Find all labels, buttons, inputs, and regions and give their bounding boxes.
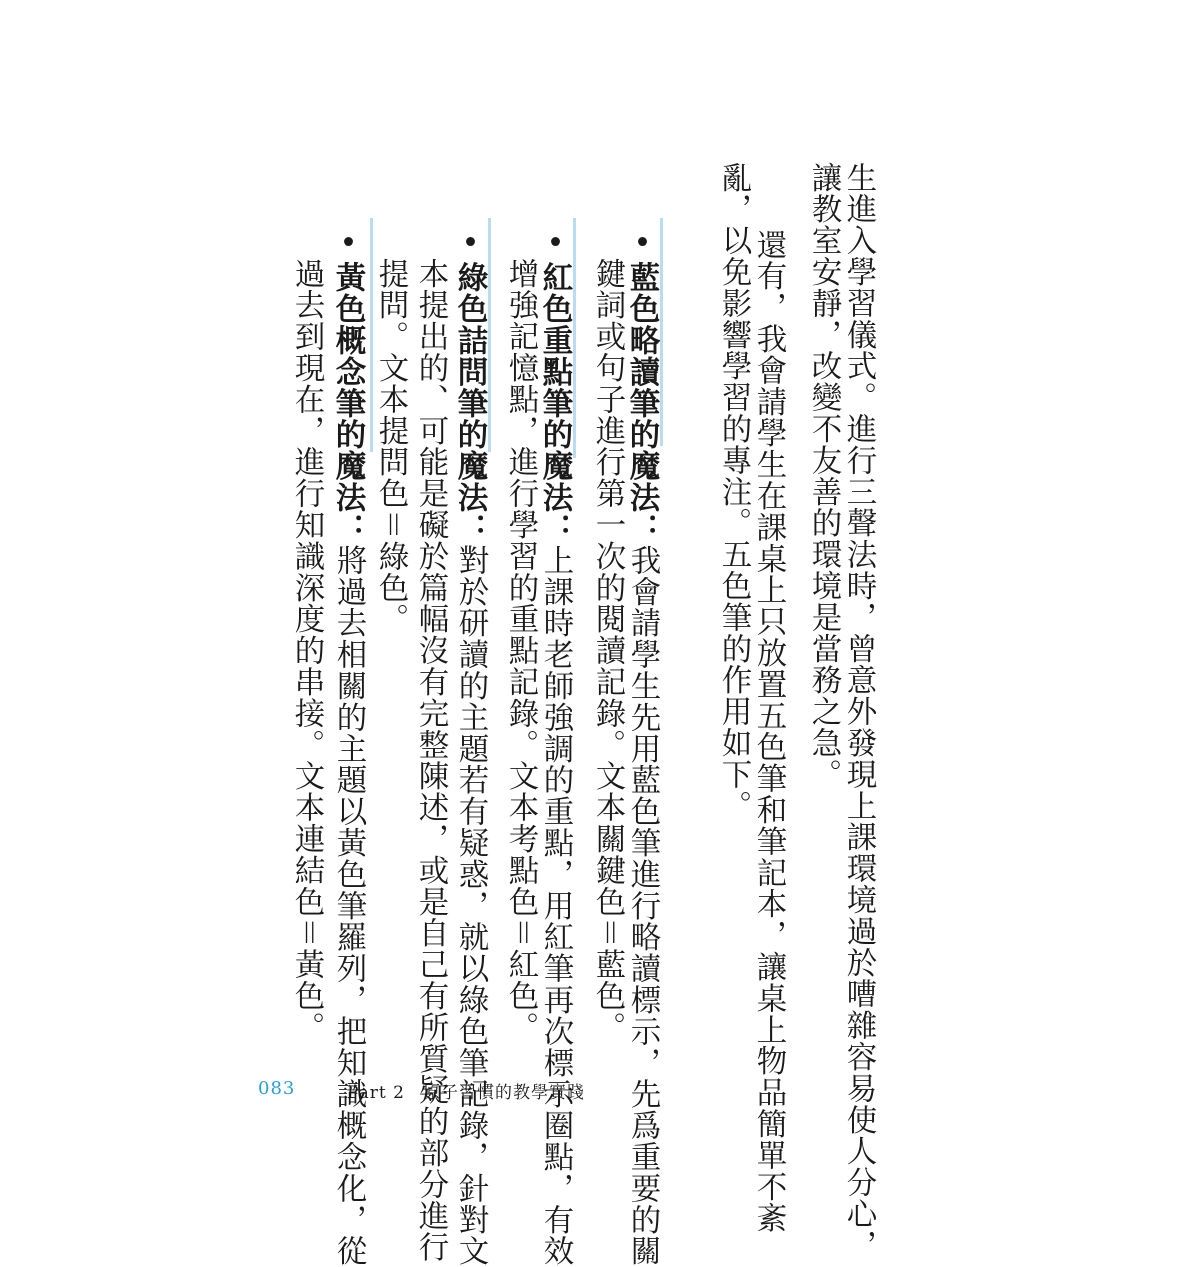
pen-item-blue bbox=[624, 226, 660, 1267]
bullet-icon: • bbox=[453, 226, 488, 262]
body-line: 還有，我會請學生在課桌上只放置五色筆和筆記本，讓桌上物品簡單不紊 bbox=[751, 229, 786, 1234]
pen-item-yellow bbox=[330, 226, 366, 1267]
bullet-icon: • bbox=[331, 226, 366, 262]
pen-text-line: 鍵詞或句子進行第一次的閱讀記錄。文本關鍵色＝藍色。 bbox=[590, 258, 625, 1043]
page-number: 083 bbox=[258, 1078, 296, 1099]
body-line: 生進入學習儀式。進行三聲法時，曾意外發現上課環境過於嘈雜容易使人分心， bbox=[841, 162, 876, 1261]
pen-text-line: 本提出的、可能是礙於篇幅沒有完整陳述，或是自己有所質疑的部分進行 bbox=[413, 258, 448, 1263]
pen-text-line: 過去到現在，進行知識深度的串接。文本連結色＝黃色。 bbox=[289, 258, 324, 1043]
bullet-icon: • bbox=[538, 226, 573, 262]
body-line: 亂，以免影響學習的專注。五色筆的作用如下。 bbox=[716, 162, 751, 822]
pen-text: 我會請學生先用藍色筆進行略讀標示，先爲重要的關 bbox=[625, 544, 660, 1267]
bullet-icon: • bbox=[625, 226, 660, 262]
pen-heading: 綠色詰問筆的魔法： bbox=[452, 261, 488, 545]
accent-rule bbox=[573, 218, 576, 458]
accent-rule bbox=[488, 218, 491, 452]
pen-text: 對於研讀的主題若有疑惑，就以綠色筆記錄，針對文 bbox=[453, 544, 488, 1267]
pen-text: 上課時老師強調的重點，用紅筆再次標示圈點，有效 bbox=[538, 544, 573, 1267]
body-line: 讓教室安靜，改變不友善的環境是當務之急。 bbox=[806, 162, 841, 790]
pen-item-green bbox=[452, 226, 488, 1267]
accent-rule bbox=[660, 218, 663, 446]
pen-item-red bbox=[537, 226, 573, 1267]
pen-text: 將過去相關的主題以黃色筆羅列，把知識概念化，從 bbox=[331, 544, 366, 1267]
pen-text-line: 提問。文本提問色＝綠色。 bbox=[373, 258, 408, 635]
pen-heading: 藍色略讀筆的魔法： bbox=[624, 261, 660, 545]
pen-heading: 紅色重點筆的魔法： bbox=[537, 261, 573, 545]
pen-heading: 黃色概念筆的魔法： bbox=[330, 261, 366, 545]
running-title: Part 2 原子習慣的教學實踐 bbox=[347, 1083, 585, 1103]
pen-text-line: 增強記憶點，進行學習的重點記錄。文本考點色＝紅色。 bbox=[503, 258, 538, 1043]
